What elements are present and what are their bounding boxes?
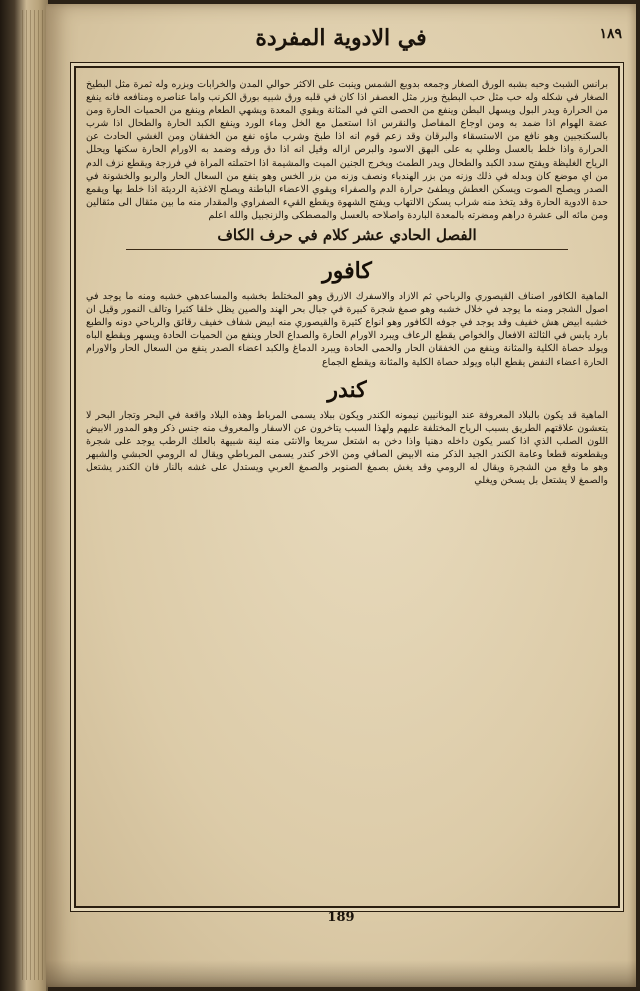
paragraph-1: برانس الشبث وحبه بشبه الورق الصغار وجمعه بدوبع الشمس وينبت على الاكثر حوالي المدن والخرابات وبزره وله ثمرة مثل البطيخ الصغار في شكله وله حب مثل حب البطيخ وبزر مثل العصفر اذا كان في قلبه ورق شبيه بورق الكرنب واما عناصره ومنافعه فانه ينفع من الحرارة ويدر البول ويسهل البطن وينفع من الحصى التي في المثانة ويقوي المعدة ويشهي الطعام وينفع من الحميات الحارة ومن عضة الهوام اذا ضمد به ومن اوجاع المفاصل والنقرس اذا استعمل مع الخل وماء الورد وينفع الكبد الحارة والطحال اذا شرب بالسكنجبين وهو نافع من الاستسقاء والبرقان وقد زعم قوم انه اذا طبخ وشرب ماؤه نفع من الخفقان ومن الغشي الحادث عن الحرارة واذا خلط بالعسل وطلي به على البهق الاسود والبرص ازاله وقيل انه اذا دق ورقه وضمد به الاورام الحارة سكنها ويحلل الرياح الغليظة ويفتح سدد الكبد والطحال ويدر الطمث ويخرج الجنين الميت والمشيمة اذا احتملته المراة في فرزجة ويقطع نزف الدم من اي موضع كان وبدله في ذلك وزنه من بزر الهندباء ونصف وزنه من بزر الخس وهو ينفع من السعال الحار والربو والخشونة في الصدر ويصلح الصوت ويسكن العطش ويطفئ حرارة الدم والصفراء ويقوي الاعضاء الباطنة ويصلح الاغذية الرديئة اذا خلط بها ويقمع حدة الادوية الحارة وقد يتخذ منه شراب يسكن الالتهاب ويفتح الشهوة ويقطع القيء الصفراوي والمقدار منه ما بين مثقال الى مثقالين ومن مائه الى عشرة دراهم ومضرته بالمعدة الباردة واصلاحه بالعسل والمصطكى والزنجبيل والله اعلم	[86, 79, 608, 221]
divider-rule	[126, 249, 568, 250]
entry-heading-kafur: كافور	[322, 258, 372, 285]
page-number-bottom: 189	[327, 910, 355, 925]
page-edge-lines	[22, 10, 46, 980]
page-title: في الادوية المفردة	[255, 25, 427, 51]
text-frame	[74, 66, 620, 908]
running-head	[116, 18, 566, 58]
text-block	[86, 78, 608, 898]
paragraph-3: الماهية قد يكون بالبلاد المعروفة عند اليونانيين نيمونه الكندر ويكون ببلاد يسمى المرباط وهذه البلاد واقعة في البحر وتجار البحر لا يتعشون علاقتهم الطريق بسبب الرياح المختلفة عليهم ولهذا السبب يتاخرون عن الاسفار والمعروف منه جنس ذكر وهو المدور الابيض اللون الصلب الذي اذا كسر يكون داخله دهنيا واذا دخن به اشتعل سريعا والانثى منه لينة شبيهة بالعلك الرطب يوجد على شجرة ويقطعونه قطعا وعامة الكندر الجيد الذكر منه الابيض الصافي ومن الاخر كندر يسمى المرباطي ويقال له الرومي الحبشي والشبهر وهو ما وقع من الشجرة ويقال له الرومي وقد يغش بصمغ الصنوبر والصمغ العربي ويستدل على غشه بالنار فان الكندر يشتعل والصمغ لا يشتعل بل يسخن ويغلي	[86, 409, 608, 487]
page-bottom-shadow	[46, 960, 636, 991]
entry-heading-kundur: كندر	[327, 376, 367, 403]
section-heading: الفصل الحادي عشر كلام في حرف الكاف	[217, 226, 477, 245]
book-page	[46, 4, 636, 987]
paragraph-2: الماهية الكافور اصناف القيصوري والرباحي ثم الازاد والاسفرك الازرق وهو المختلط بخشبه والمساعدهي خشبه ومنه ما يوجد في اصول الشجر ومنه ما يوجد في خلال خشبه وهو صمغ شجرة كبيرة في جبال بحر الهند والصين يظل خلقا كثيرا وتالف النمور وقيل ان خشبه ابيض هش خفيف وقد يوجد في جوفه الكافور وهو انواع كثيرة والقيصوري منه ابيض شفاف خفيف رقائق والرباحي دونه والطبع بارد يابس في الثالثة الافعال والخواص يقطع الرعاف ويبرد الاورام الحارة والصداع الحار وينفع من الحميات الحادة ويسهر ويقطع الباه ويولد حصاة الكلية والمثانة وينفع من الخفقان الحار والحمى الحادة ويبرد الدماغ والكبد اعضاء الصدر ينفع من السعال الحار والاورام الحارة اعضاء النفض يقطع الباه ويولد حصاة الكلية والمثانة ويقطع الجماع	[86, 291, 608, 368]
page-number-top: ١٨٩	[599, 26, 622, 42]
book-page-edges	[0, 0, 48, 991]
